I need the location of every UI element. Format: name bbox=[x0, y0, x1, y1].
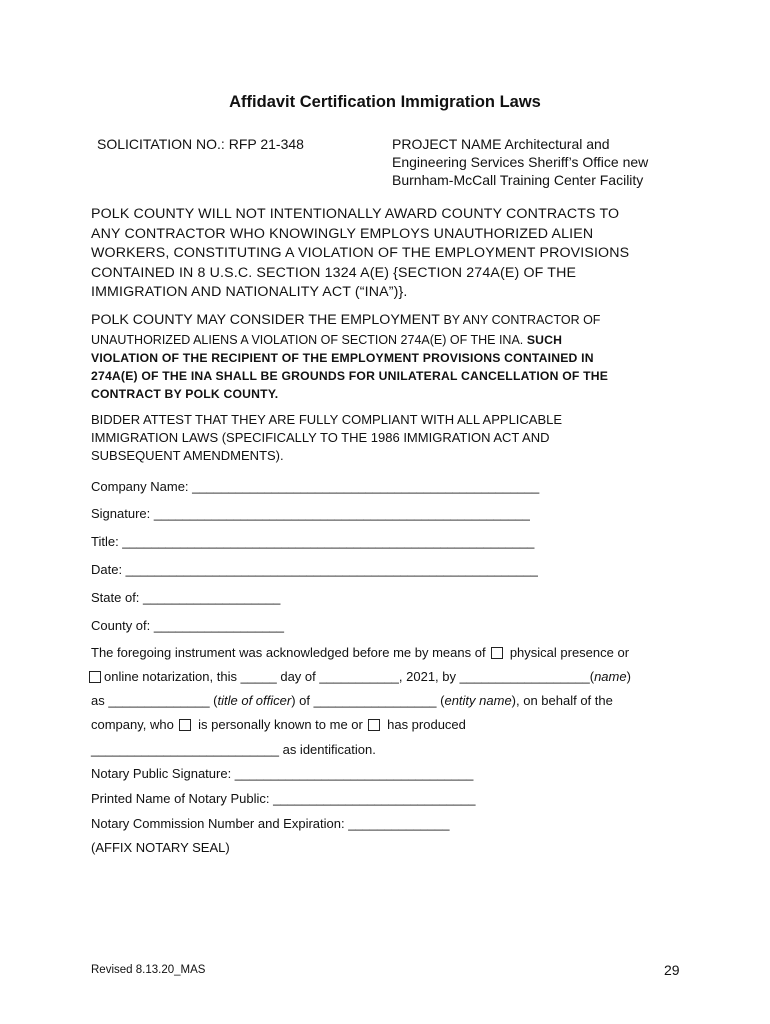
company-name-field[interactable]: Company Name: ________________________________________________ bbox=[91, 479, 540, 494]
para2-line-5: CONTRACT BY POLK COUNTY. bbox=[91, 387, 279, 401]
notary-signature-field[interactable]: Notary Public Signature: _________________________________ bbox=[91, 766, 474, 781]
affix-notary-seal: (AFFIX NOTARY SEAL) bbox=[91, 840, 230, 855]
date-field[interactable]: Date: _________________________________________________________ bbox=[91, 562, 538, 577]
notary-text-3e: ), on behalf of the bbox=[511, 693, 613, 708]
para1-line-4: CONTAINED IN 8 U.S.C. SECTION 1324 A(E) {SECTION 274A(E) OF THE bbox=[91, 264, 577, 281]
personally-known-checkbox[interactable] bbox=[179, 719, 191, 731]
notary-line-3 bbox=[91, 692, 613, 710]
para2-line-2a: UNAUTHORIZED ALIENS A VIOLATION OF SECTION 274A(E) OF THE INA. bbox=[91, 333, 524, 347]
state-field[interactable]: State of: ___________________ bbox=[91, 590, 281, 605]
notary-text-4b: is personally known to me or bbox=[198, 717, 363, 732]
project-line-3: Burnham-McCall Training Center Facility bbox=[392, 172, 644, 188]
para2-line-2b: SUCH bbox=[523, 333, 563, 347]
notary-text-4c: has produced bbox=[387, 717, 466, 732]
project-line-2: Engineering Services Sheriff’s Office new bbox=[392, 154, 649, 170]
notary-text-2c: ) bbox=[626, 669, 631, 684]
page-number: 29 bbox=[664, 962, 680, 978]
para2-line-1b: BY ANY CONTRACTOR OF bbox=[439, 313, 601, 327]
online-notarization-checkbox[interactable] bbox=[89, 671, 101, 683]
paragraph-bidder-attest bbox=[91, 411, 562, 465]
notary-text-2b: name bbox=[594, 669, 627, 684]
para2-line-4: 274A(E) OF THE INA SHALL BE GROUNDS FOR UNILATERAL CANCELLATION OF THE bbox=[91, 369, 609, 383]
para2-line-1a: POLK COUNTY MAY CONSIDER THE EMPLOYMENT bbox=[91, 312, 440, 328]
notary-commission-field[interactable]: Notary Commission Number and Expiration: ______________ bbox=[91, 816, 450, 831]
notary-text-1a: The foregoing instrument was acknowledged before me by means of bbox=[91, 645, 486, 660]
paragraph-employment-violation bbox=[91, 311, 608, 403]
notary-text-3a: as ______________ ( bbox=[91, 693, 218, 708]
revision-footer: Revised 8.13.20_MAS bbox=[91, 964, 206, 976]
project-line-1: PROJECT NAME Architectural and bbox=[392, 136, 610, 152]
notary-text-1b: physical presence or bbox=[509, 645, 630, 660]
notary-text-2a: online notarization, this _____ day of ___________, 2021, by __________________( bbox=[104, 669, 595, 684]
identification-field[interactable]: __________________________ as identification. bbox=[91, 742, 376, 757]
physical-presence-checkbox[interactable] bbox=[491, 647, 503, 659]
county-field[interactable]: County of: __________________ bbox=[91, 618, 285, 633]
notary-text-3b: title of officer bbox=[217, 693, 292, 708]
para1-line-3: WORKERS, CONSTITUTING A VIOLATION OF THE EMPLOYMENT PROVISIONS bbox=[91, 245, 630, 261]
para3-line-1: BIDDER ATTEST THAT THEY ARE FULLY COMPLIANT WITH ALL APPLICABLE bbox=[91, 412, 563, 427]
project-name bbox=[392, 135, 648, 189]
signature-field[interactable]: Signature: ____________________________________________________ bbox=[91, 506, 530, 521]
solicitation-number: SOLICITATION NO.: RFP 21-348 bbox=[97, 136, 304, 152]
notary-text-4a: company, who bbox=[91, 717, 174, 732]
title-field[interactable]: Title: _________________________________________________________ bbox=[91, 534, 535, 549]
para3-line-3: SUBSEQUENT AMENDMENTS). bbox=[91, 448, 284, 463]
paragraph-contract-policy bbox=[91, 205, 629, 303]
notary-line-2 bbox=[89, 668, 631, 686]
page-title: Affidavit Certification Immigration Laws bbox=[229, 93, 541, 111]
has-produced-checkbox[interactable] bbox=[368, 719, 380, 731]
para1-line-5: IMMIGRATION AND NATIONALITY ACT (“INA”)}. bbox=[91, 284, 408, 300]
notary-text-3c: ) of _________________ ( bbox=[291, 693, 445, 708]
notary-line-4 bbox=[91, 716, 466, 734]
notary-line-1 bbox=[91, 644, 629, 662]
para1-line-1: POLK COUNTY WILL NOT INTENTIONALLY AWARD COUNTY CONTRACTS TO bbox=[91, 206, 620, 222]
notary-printed-name-field[interactable]: Printed Name of Notary Public: ____________________________ bbox=[91, 791, 476, 806]
para3-line-2: IMMIGRATION LAWS (SPECIFICALLY TO THE 1986 IMMIGRATION ACT AND bbox=[91, 430, 550, 445]
para2-line-3: VIOLATION OF THE RECIPIENT OF THE EMPLOYMENT PROVISIONS CONTAINED IN bbox=[91, 351, 594, 365]
para1-line-2: ANY CONTRACTOR WHO KNOWINGLY EMPLOYS UNAUTHORIZED ALIEN bbox=[91, 225, 594, 242]
notary-text-3d: entity name bbox=[444, 693, 512, 708]
